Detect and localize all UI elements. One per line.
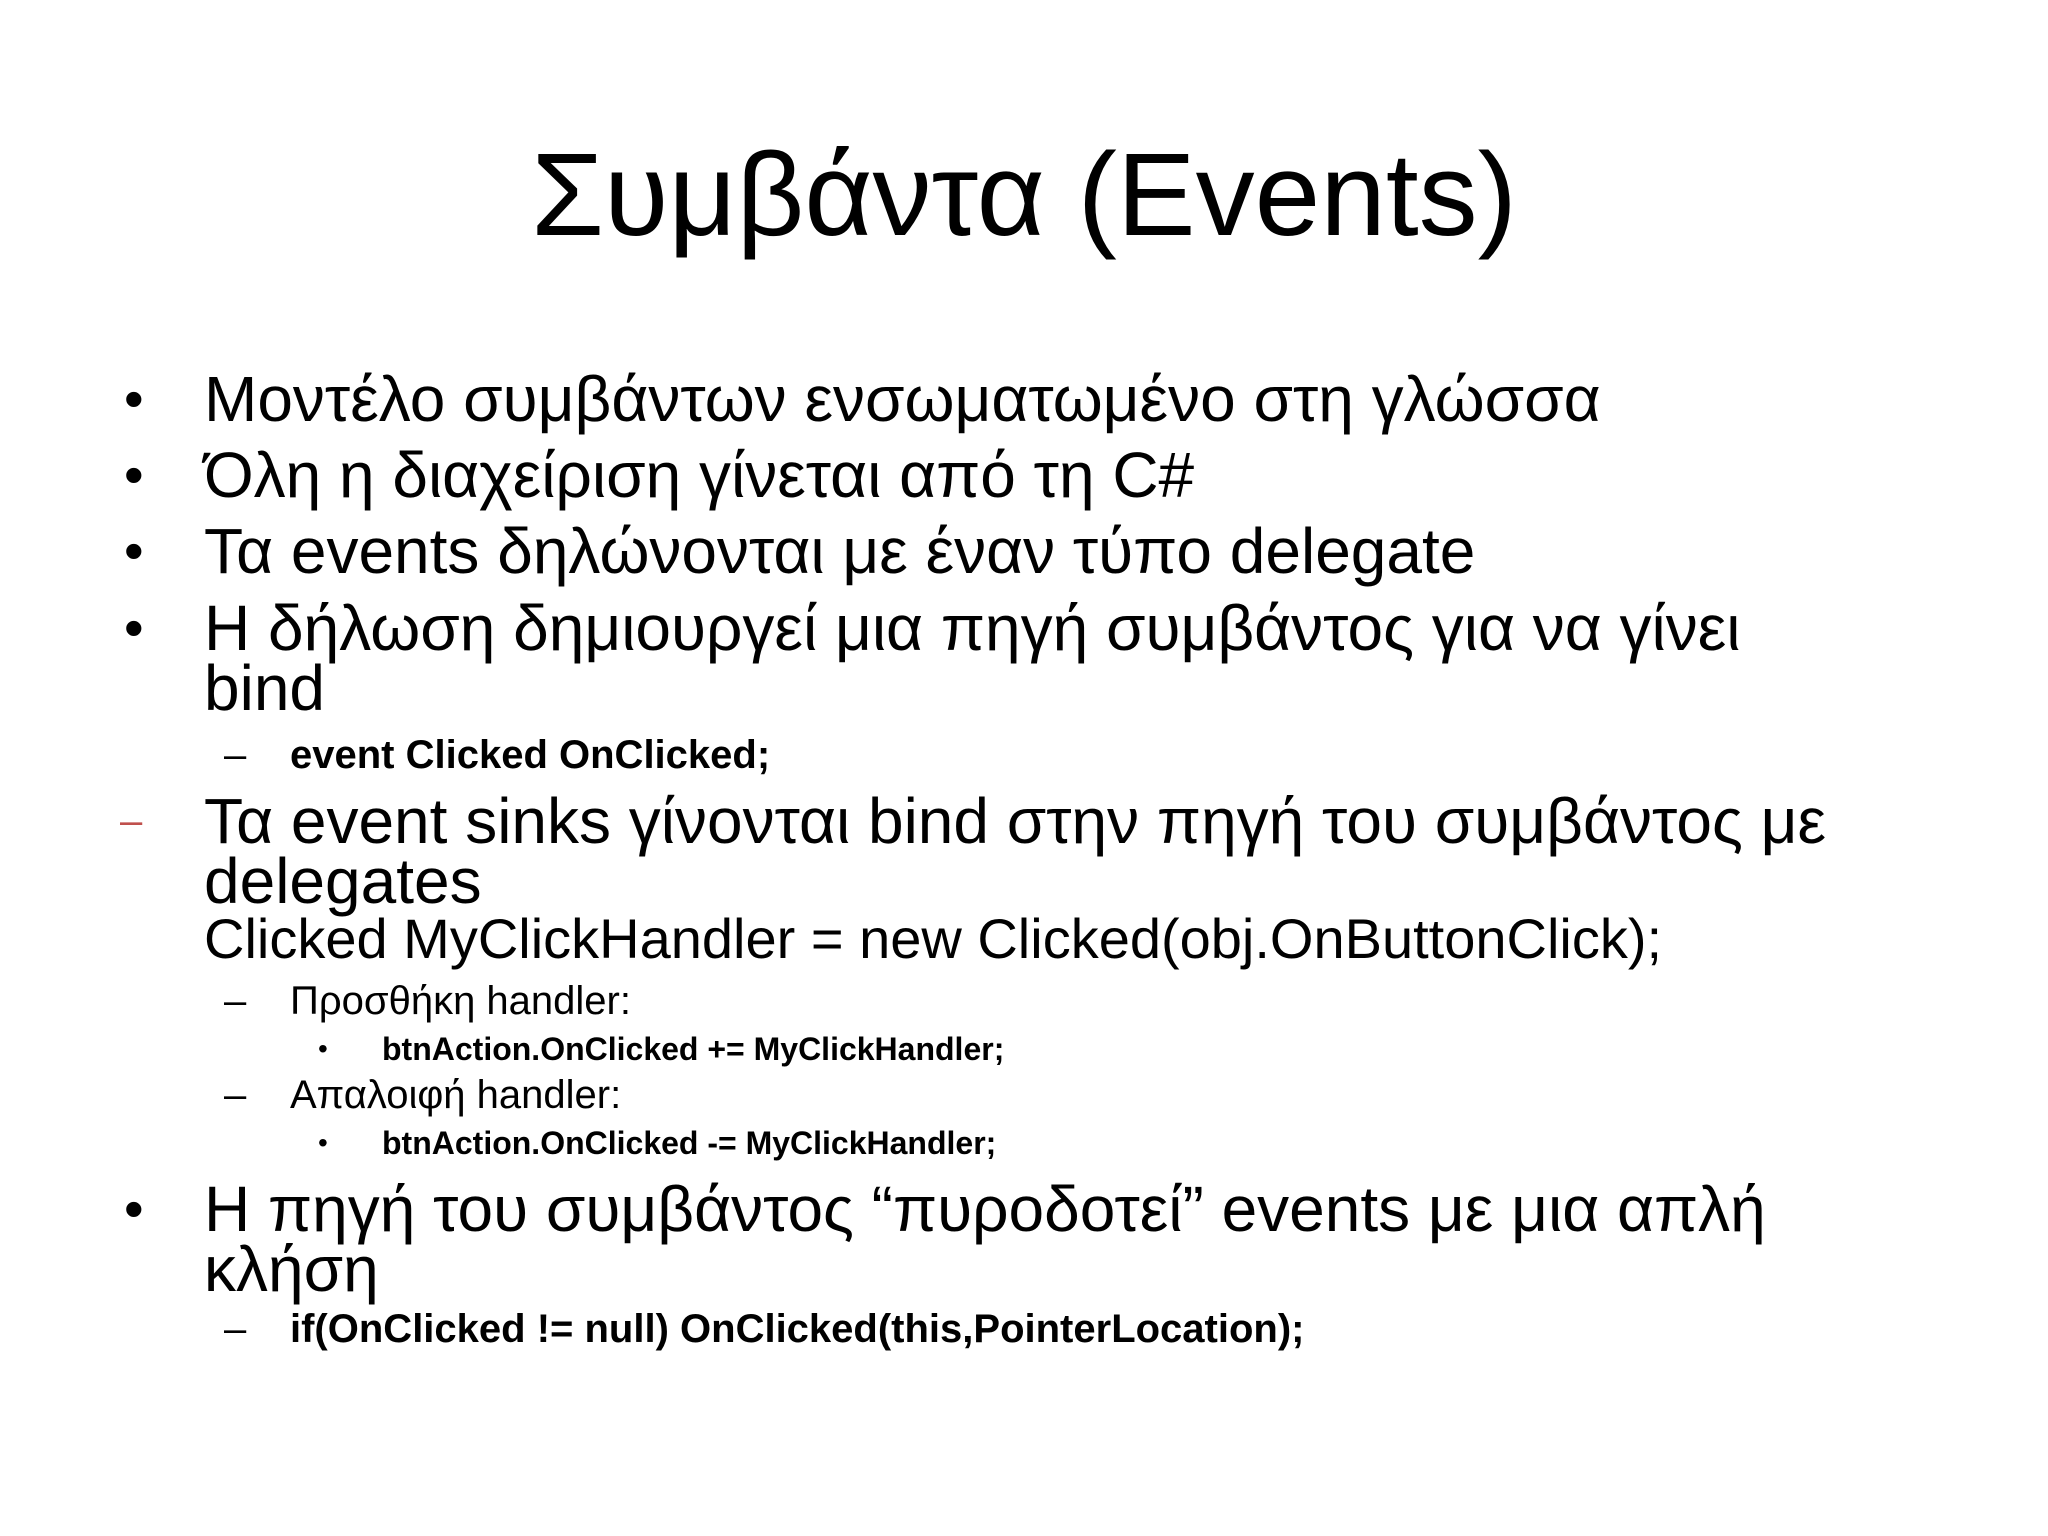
code-fire-event: if(OnClicked != null) OnClicked(this,PointerLocation); bbox=[290, 1307, 1305, 1351]
bullet-marker: • bbox=[124, 367, 144, 430]
dash-marker: – bbox=[224, 979, 247, 1023]
dash-marker: – bbox=[224, 733, 247, 777]
sinks-item-line-1: Τα event sinks γίνονται bind στην πηγή του συμβάντος με bbox=[204, 785, 1826, 857]
red-dash-marker: – bbox=[120, 799, 143, 843]
bullet-marker: • bbox=[124, 443, 144, 506]
dash-marker: – bbox=[224, 1307, 247, 1351]
code-add-handler: btnAction.OnClicked += MyClickHandler; bbox=[382, 1031, 1005, 1067]
sinks-item-line-2: delegates bbox=[204, 845, 482, 917]
fire-item-line-1: Η πηγή του συμβάντος “πυροδοτεί” events με μια απλή bbox=[204, 1173, 1766, 1245]
slide-title: Συμβάντα (Events) bbox=[531, 129, 1517, 261]
bullet-item-2: Όλη η διαχείριση γίνεται από τη C# bbox=[204, 439, 1195, 511]
bullet-item-3: Τα events δηλώνονται με έναν τύπο delegate bbox=[204, 515, 1476, 587]
code-event-declaration: event Clicked OnClicked; bbox=[290, 733, 771, 777]
bullet-item-4-line-1: Η δήλωση δημιουργεί μια πηγή συμβάντος για να γίνει bbox=[204, 592, 1741, 664]
sub-bullet-marker: • bbox=[318, 1127, 328, 1158]
code-remove-handler: btnAction.OnClicked -= MyClickHandler; bbox=[382, 1125, 997, 1161]
dash-marker: – bbox=[224, 1073, 247, 1117]
sinks-item-line-3: Clicked MyClickHandler = new Clicked(obj.OnButtonClick); bbox=[204, 907, 1663, 970]
bullet-marker: • bbox=[124, 519, 144, 582]
bullet-marker: • bbox=[124, 1177, 144, 1240]
remove-handler-label: Απαλοιφή handler: bbox=[290, 1073, 622, 1117]
bullet-item-4-line-2: bind bbox=[204, 652, 325, 724]
add-handler-label: Προσθήκη handler: bbox=[290, 979, 631, 1023]
sub-bullet-marker: • bbox=[318, 1033, 328, 1064]
fire-item-line-2: κλήση bbox=[204, 1233, 379, 1305]
bullet-item-1: Μοντέλο συμβάντων ενσωματωμένο στη γλώσσα bbox=[204, 363, 1601, 435]
bullet-marker: • bbox=[124, 596, 144, 659]
